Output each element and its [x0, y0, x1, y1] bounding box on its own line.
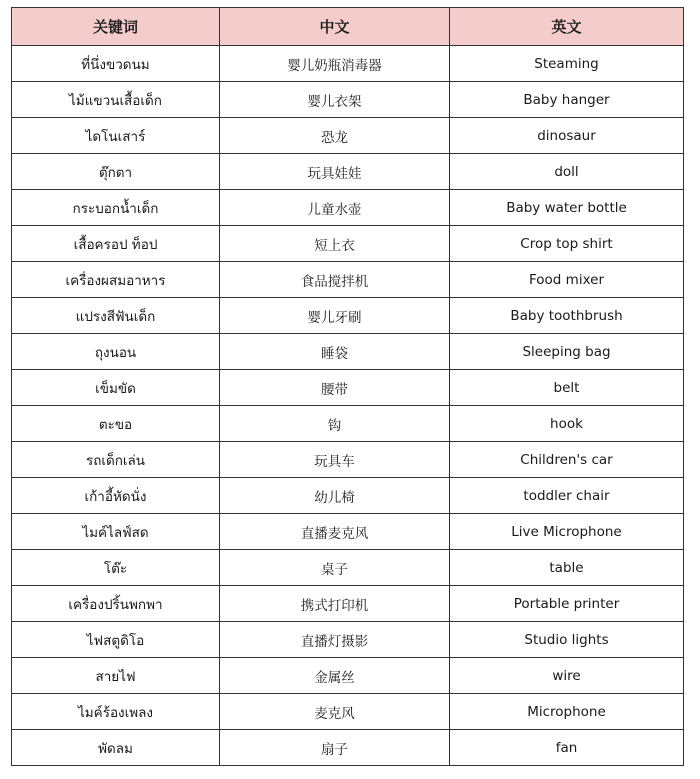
- cell-chinese: 玩具车: [220, 442, 450, 478]
- table-row: [12, 442, 684, 478]
- table-row: [12, 730, 684, 766]
- table-row: [12, 262, 684, 298]
- cell-chinese: 麦克风: [220, 694, 450, 730]
- header-chinese: 中文: [220, 8, 450, 46]
- table-row: [12, 334, 684, 370]
- table-row: [12, 514, 684, 550]
- cell-chinese: 腰带: [220, 370, 450, 406]
- cell-english: Portable printer: [450, 586, 684, 622]
- cell-english: Children's car: [450, 442, 684, 478]
- cell-chinese: 桌子: [220, 550, 450, 586]
- table-row: [12, 118, 684, 154]
- cell-thai-keyword: ไดโนเสาร์: [12, 118, 220, 154]
- table-body: [12, 46, 684, 766]
- cell-english: table: [450, 550, 684, 586]
- cell-thai-keyword: ไมค์ไลฟ์สด: [12, 514, 220, 550]
- cell-chinese: 金属丝: [220, 658, 450, 694]
- cell-chinese: 婴儿牙刷: [220, 298, 450, 334]
- table-row: [12, 190, 684, 226]
- cell-english: Microphone: [450, 694, 684, 730]
- cell-english: Baby water bottle: [450, 190, 684, 226]
- cell-thai-keyword: พัดลม: [12, 730, 220, 766]
- table-row: [12, 226, 684, 262]
- cell-english: belt: [450, 370, 684, 406]
- cell-thai-keyword: ที่นึ่งขวดนม: [12, 46, 220, 82]
- cell-thai-keyword: ตะขอ: [12, 406, 220, 442]
- cell-chinese: 玩具娃娃: [220, 154, 450, 190]
- table-row: [12, 586, 684, 622]
- table-row: [12, 298, 684, 334]
- cell-chinese: 携式打印机: [220, 586, 450, 622]
- cell-thai-keyword: ตุ๊กตา: [12, 154, 220, 190]
- cell-thai-keyword: ไม้แขวนเสื้อเด็ก: [12, 82, 220, 118]
- cell-thai-keyword: รถเด็กเล่น: [12, 442, 220, 478]
- cell-chinese: 幼儿椅: [220, 478, 450, 514]
- cell-english: wire: [450, 658, 684, 694]
- cell-thai-keyword: แปรงสีฟันเด็ก: [12, 298, 220, 334]
- header-english: 英文: [450, 8, 684, 46]
- cell-english: toddler chair: [450, 478, 684, 514]
- keyword-table-container: [11, 7, 683, 766]
- cell-thai-keyword: เครื่องปริ้นพกพา: [12, 586, 220, 622]
- cell-english: Studio lights: [450, 622, 684, 658]
- cell-english: Sleeping bag: [450, 334, 684, 370]
- cell-thai-keyword: เข็มขัด: [12, 370, 220, 406]
- table-row: [12, 46, 684, 82]
- table-row: [12, 550, 684, 586]
- cell-chinese: 钩: [220, 406, 450, 442]
- cell-english: dinosaur: [450, 118, 684, 154]
- cell-english: hook: [450, 406, 684, 442]
- table-row: [12, 478, 684, 514]
- cell-english: Live Microphone: [450, 514, 684, 550]
- cell-english: Baby hanger: [450, 82, 684, 118]
- cell-chinese: 睡袋: [220, 334, 450, 370]
- table-row: [12, 658, 684, 694]
- cell-chinese: 扇子: [220, 730, 450, 766]
- table-row: [12, 82, 684, 118]
- cell-thai-keyword: โต๊ะ: [12, 550, 220, 586]
- cell-thai-keyword: กระบอกน้ำเด็ก: [12, 190, 220, 226]
- cell-chinese: 恐龙: [220, 118, 450, 154]
- cell-chinese: 直播麦克风: [220, 514, 450, 550]
- cell-thai-keyword: เครื่องผสมอาหาร: [12, 262, 220, 298]
- cell-thai-keyword: เก้าอี้หัดนั่ง: [12, 478, 220, 514]
- table-row: [12, 406, 684, 442]
- cell-thai-keyword: ถุงนอน: [12, 334, 220, 370]
- cell-english: Steaming: [450, 46, 684, 82]
- cell-english: Baby toothbrush: [450, 298, 684, 334]
- header-keyword: 关键词: [12, 8, 220, 46]
- table-row: [12, 370, 684, 406]
- table-row: [12, 694, 684, 730]
- cell-thai-keyword: เสื้อครอป ท็อป: [12, 226, 220, 262]
- table-header: [12, 8, 684, 46]
- table-row: [12, 622, 684, 658]
- cell-english: fan: [450, 730, 684, 766]
- header-row: [12, 8, 684, 46]
- table-row: [12, 154, 684, 190]
- keyword-table: [11, 7, 684, 766]
- cell-english: Food mixer: [450, 262, 684, 298]
- cell-chinese: 短上衣: [220, 226, 450, 262]
- cell-chinese: 食品搅拌机: [220, 262, 450, 298]
- cell-thai-keyword: ไฟสตูดิโอ: [12, 622, 220, 658]
- cell-chinese: 婴儿衣架: [220, 82, 450, 118]
- cell-thai-keyword: สายไฟ: [12, 658, 220, 694]
- cell-chinese: 婴儿奶瓶消毒器: [220, 46, 450, 82]
- cell-english: Crop top shirt: [450, 226, 684, 262]
- cell-chinese: 儿童水壶: [220, 190, 450, 226]
- cell-chinese: 直播灯摄影: [220, 622, 450, 658]
- cell-english: doll: [450, 154, 684, 190]
- cell-thai-keyword: ไมค์ร้องเพลง: [12, 694, 220, 730]
